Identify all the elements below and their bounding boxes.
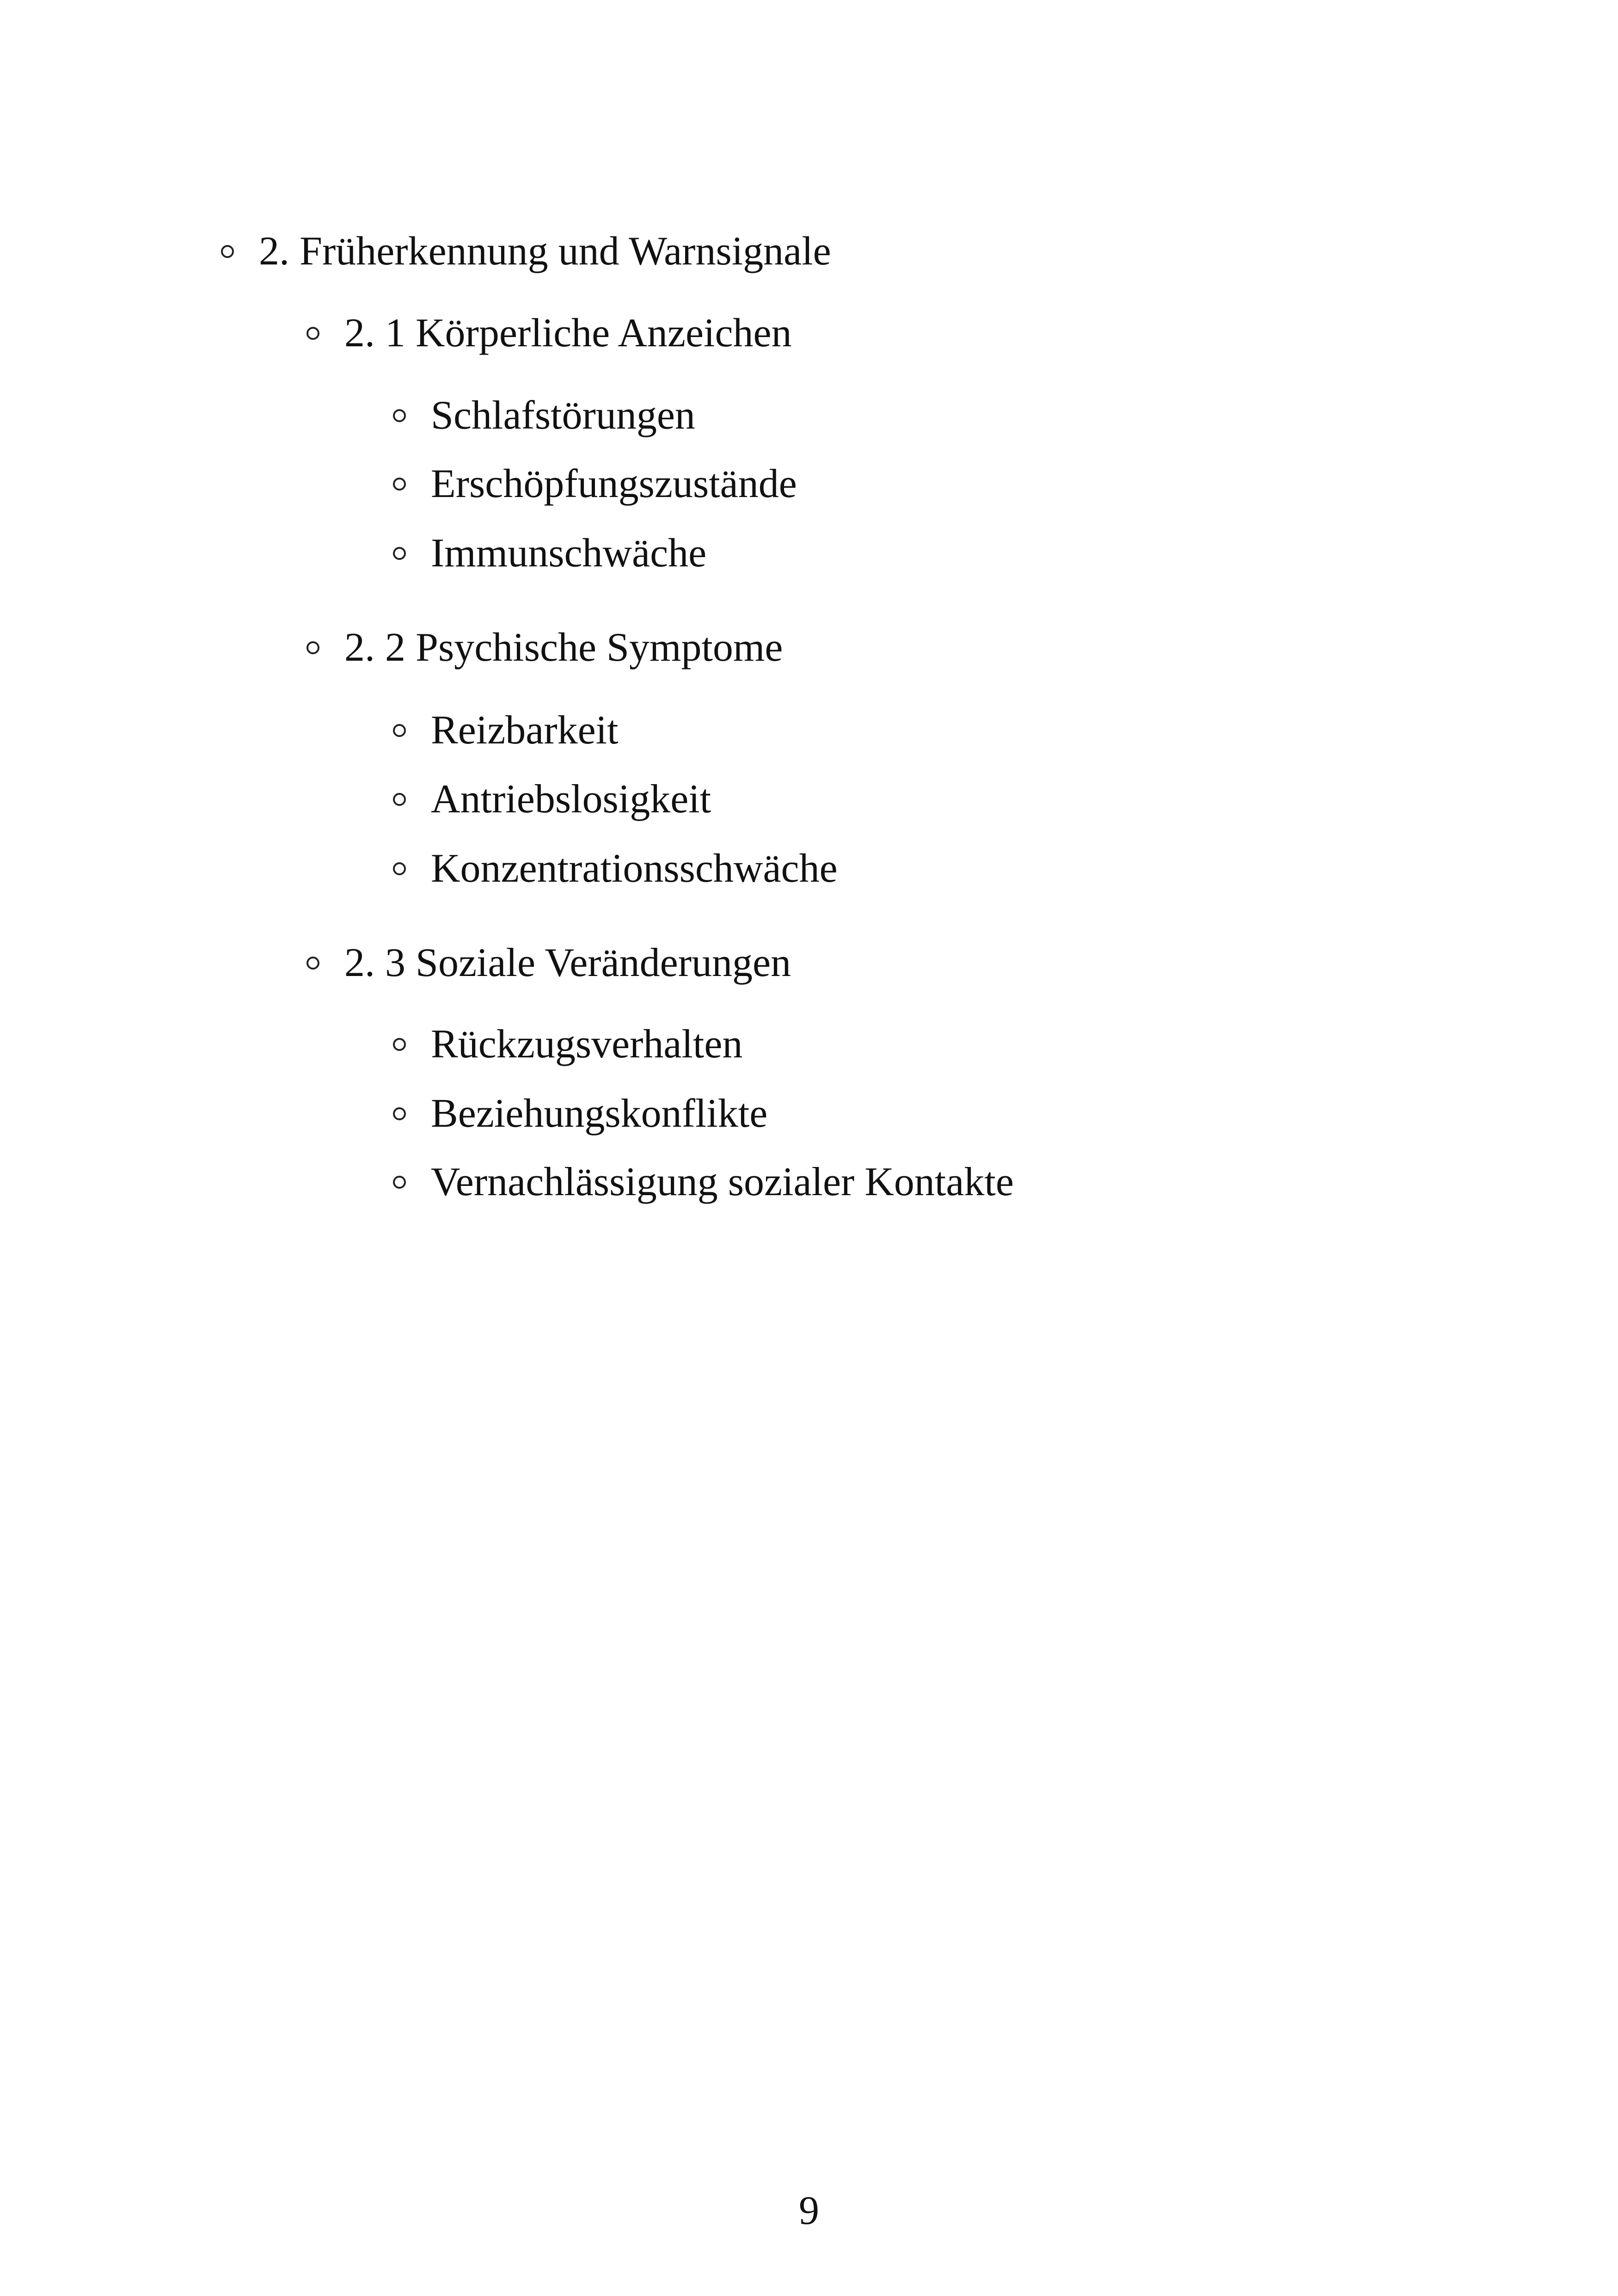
list-item-text: Beziehungskonflikte <box>431 1091 768 1136</box>
section-heading-2 <box>306 627 783 668</box>
list-item-text: Vernachlässigung sozialer Kontakte <box>431 1160 1014 1204</box>
list-item <box>393 1162 1014 1203</box>
circle-bullet-icon <box>393 1176 406 1189</box>
circle-bullet-icon <box>393 724 406 737</box>
circle-bullet-icon <box>393 547 406 560</box>
circle-bullet-icon <box>393 1107 406 1120</box>
section-heading-3 <box>306 940 791 985</box>
list-item <box>393 461 797 506</box>
list-item <box>393 848 838 889</box>
circle-bullet-icon <box>393 862 406 875</box>
list-item-text: Immunschwäche <box>431 531 707 576</box>
outline-heading <box>221 231 831 272</box>
circle-bullet-icon <box>393 793 406 806</box>
circle-bullet-icon <box>393 409 406 422</box>
section-title: 2. 1 Körperliche Anzeichen <box>344 311 792 356</box>
page-number: 9 <box>799 2188 819 2233</box>
list-item-text: Reizbarkeit <box>431 708 619 753</box>
list-item-text: Erschöpfungszustände <box>431 461 797 506</box>
circle-bullet-icon <box>393 478 406 491</box>
list-item <box>393 533 706 574</box>
list-item <box>393 1024 742 1065</box>
list-item-text: Schlafstörungen <box>431 393 695 438</box>
section-heading-1 <box>306 313 792 354</box>
list-item-text: Antriebslosigkeit <box>431 777 711 822</box>
circle-bullet-icon <box>393 1038 406 1051</box>
circle-bullet-icon <box>306 957 319 970</box>
circle-bullet-icon <box>221 245 234 258</box>
circle-bullet-icon <box>306 641 319 654</box>
list-item-text: Rückzugsverhalten <box>431 1022 743 1067</box>
section-title: 2. 2 Psychische Symptome <box>344 625 783 670</box>
list-item <box>393 1093 767 1134</box>
outline-heading-text: 2. Früherkennung und Warnsignale <box>259 229 831 274</box>
list-item <box>393 710 619 751</box>
list-item <box>393 779 711 820</box>
section-title: 2. 3 Soziale Veränderungen <box>344 940 791 985</box>
circle-bullet-icon <box>306 327 319 340</box>
list-item <box>393 395 695 436</box>
list-item-text: Konzentrationsschwäche <box>431 846 838 891</box>
